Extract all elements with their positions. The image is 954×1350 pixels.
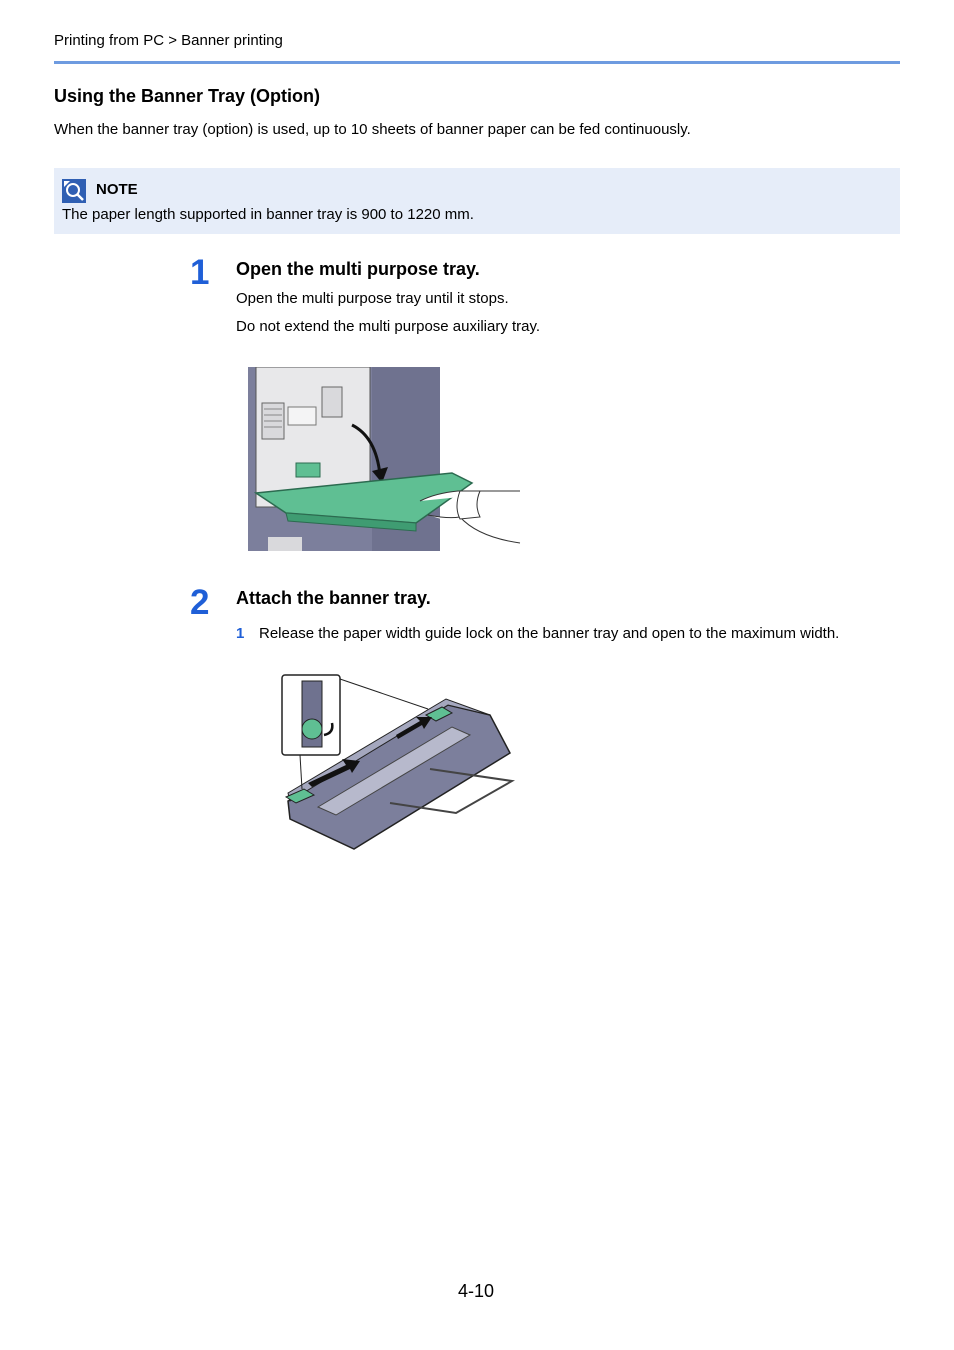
step-1-line-2: Do not extend the multi purpose auxiliary tray. bbox=[236, 318, 541, 335]
substep-1-text: Release the paper width guide lock on the banner tray and open to the maximum width. bbox=[259, 625, 840, 642]
header-rule bbox=[54, 61, 900, 64]
section-title: Using the Banner Tray (Option) bbox=[54, 86, 321, 106]
note-icon bbox=[62, 179, 86, 203]
banner-tray-illustration bbox=[280, 673, 515, 851]
step-2-number: 2 bbox=[190, 583, 210, 622]
step-2-title: Attach the banner tray. bbox=[236, 588, 431, 608]
step-1-line-1: Open the multi purpose tray until it stops. bbox=[236, 290, 509, 307]
breadcrumb: Printing from PC > Banner printing bbox=[54, 32, 283, 49]
step-1-title: Open the multi purpose tray. bbox=[236, 259, 480, 279]
note-text: The paper length supported in banner tray is 900 to 1220 mm. bbox=[62, 206, 474, 223]
step-1-number: 1 bbox=[190, 253, 210, 292]
substep-1-number: 1 bbox=[236, 625, 245, 642]
multi-purpose-tray-illustration bbox=[248, 367, 523, 552]
note-box bbox=[54, 168, 900, 234]
note-label: NOTE bbox=[96, 181, 138, 198]
intro-paragraph: When the banner tray (option) is used, up to 10 sheets of banner paper can be fed continuously. bbox=[54, 121, 691, 138]
page-number: 4-10 bbox=[458, 1281, 495, 1301]
